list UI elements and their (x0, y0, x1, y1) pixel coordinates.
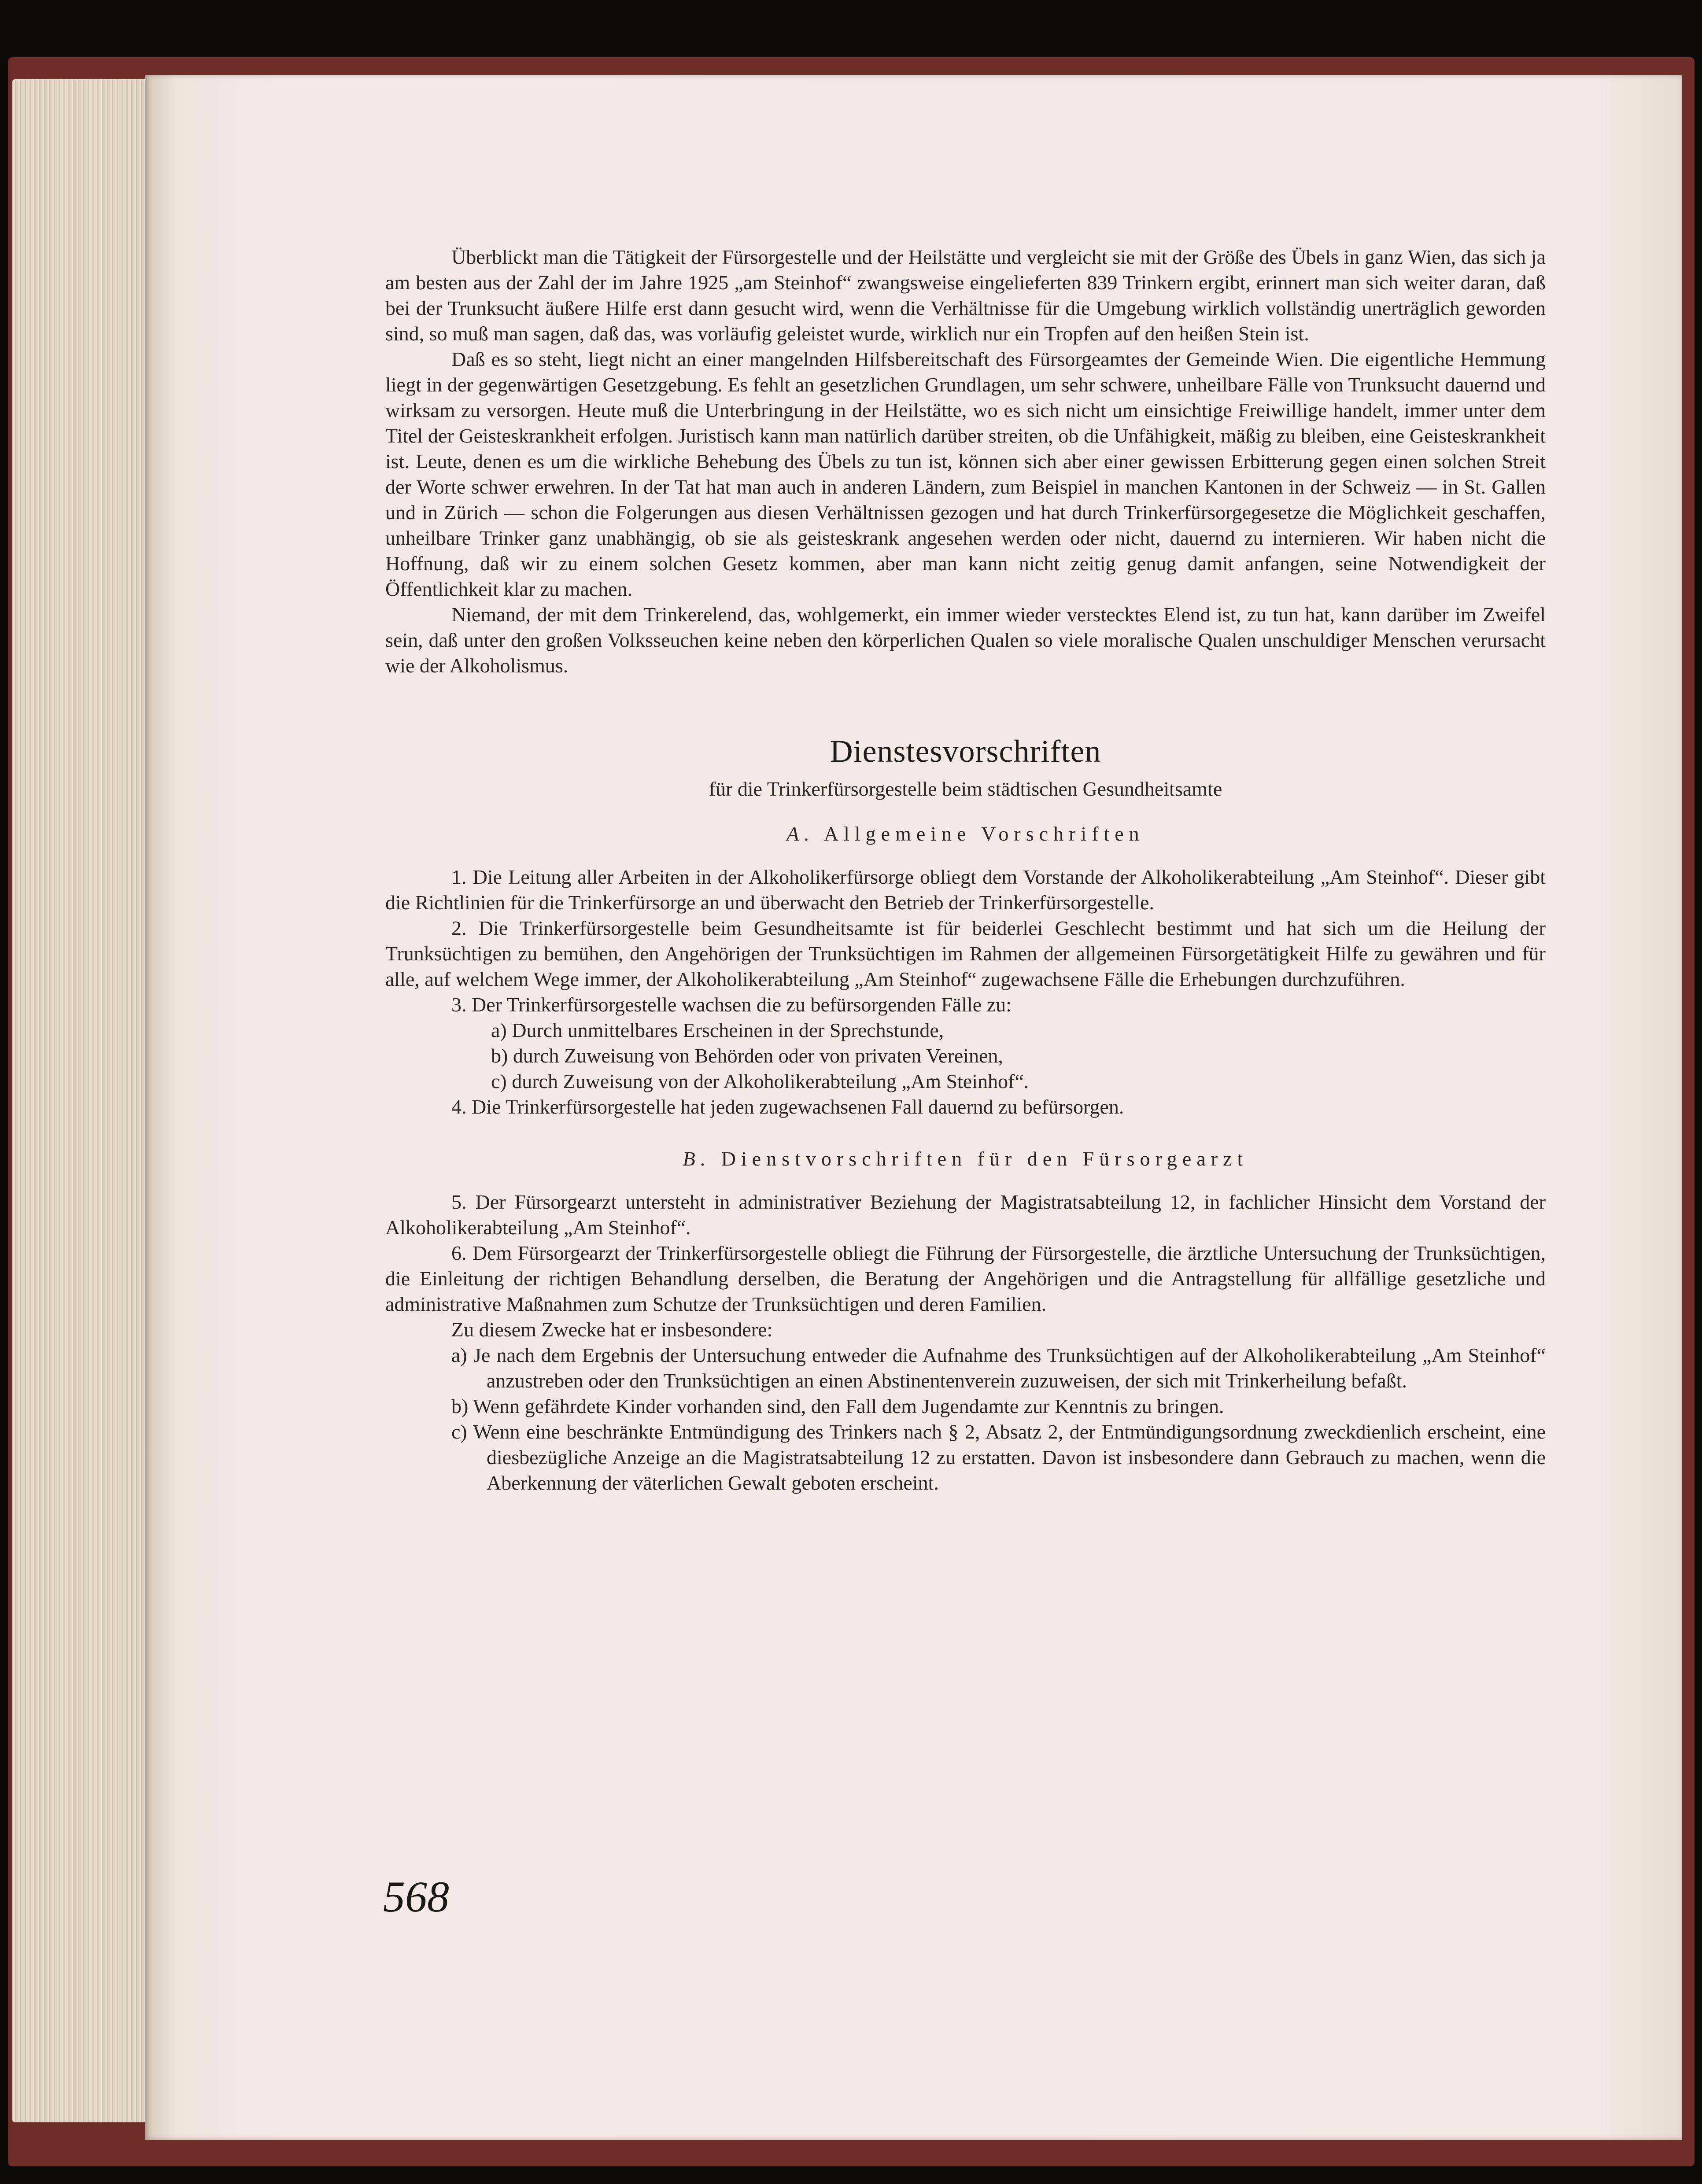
section-title: Dienstesvorschriften (830, 734, 1101, 769)
rule-3-sub-a: a) Durch unmittelbares Erscheinen in der Sprechstunde, (491, 1019, 944, 1041)
rule-6-sub-c: c) Wenn eine beschränkte Entmündigung des Trinkers nach § 2, Absatz 2, der Entmündigungsordnung zweckdienlich erscheint, eine diesbezügliche Anzeige an die Magistratsabteilung 12 zu erstatten. Davon ist insbesondere dann Gebrauch zu machen, wenn die Aberkennung der väterlichen Gewalt geboten erscheint. (451, 1420, 1546, 1494)
subsection-b-title: Dienstvorschriften für den Fürsorgearzt (721, 1147, 1248, 1170)
rule-6-intro: Zu diesem Zwecke hat er insbesondere: (451, 1318, 773, 1341)
rule-3-sub-b: b) durch Zuweisung von Behörden oder von privaten Vereinen, (491, 1044, 1003, 1067)
rule-3: 3. Der Trinkerfürsorgestelle wachsen die zu befürsorgenden Fälle zu: (451, 993, 1012, 1016)
rule-6: 6. Dem Fürsorgearzt der Trinkerfürsorgestelle obliegt die Führung der Fürsorgestelle, die ärztliche Untersuchung der Trunksüchtigen, die Einleitung der richtigen Behandlung derselben, die Beratung der Angehörigen und die Antragstellung für allfällige gesetzliche und administrative Maßnahmen zum Schutze der Trunksüchtigen und deren Familien. (385, 1242, 1546, 1315)
body-paragraph-2: Daß es so steht, liegt nicht an einer mangelnden Hilfsbereitschaft des Fürsorgeamtes der Gemeinde Wien. Die eigentliche Hemmung liegt in der gegenwärtigen Gesetzgebung. Es fehlt an gesetzlichen Grundlagen, um sehr schwere, unheilbare Fälle von Trunksucht dauernd und wirksam zu versorgen. Heute muß die Unterbringung in der Heilstätte, wo es sich nicht um einsichtige Freiwillige handelt, immer unter dem Titel der Geisteskrankheit erfolgen. Juristisch kann man natürlich darüber streiten, ob die Unfähigkeit, mäßig zu bleiben, eine Geisteskrankheit ist. Leute, denen es um die wirkliche Behebung des Übels zu tun ist, können sich aber einer gewissen Erbitterung gegen einen solchen Streit der Worte schwer erwehren. In der Tat hat man auch in anderen Ländern, zum Beispiel in manchen Kantonen in der Schweiz — in St. Gallen und in Zürich — schon die Folgerungen aus diesen Verhältnissen gezogen und hat durch Trinkerfürsorgegesetze die Möglichkeit geschaffen, unheilbare Trinker ganz unabhängig, ob sie als geisteskrank angesehen werden oder nicht, dauernd zu internieren. Wir haben nicht die Hoffnung, daß wir zu einem solchen Gesetz kommen, aber man kann nicht zeitig genug damit anfangen, seine Notwendigkeit der Öffentlichkeit klar zu machen. (385, 348, 1546, 600)
subsection-b-heading (385, 1146, 1546, 1172)
rule-5: 5. Der Fürsorgearzt untersteht in administrativer Beziehung der Magistratsabteilung 12, in fachlicher Hinsicht dem Vorstand der Alkoholikerabteilung „Am Steinhof“. (385, 1191, 1546, 1239)
rule-1: 1. Die Leitung aller Arbeiten in der Alkoholikerfürsorge obliegt dem Vorstande der Alkoholikerabteilung „Am Steinhof“. Dieser gibt die Richtlinien für die Trinkerfürsorge an und überwacht den Betrieb der Trinkerfürsorgestelle. (385, 866, 1546, 914)
subsection-a-letter: A. (786, 823, 815, 845)
page-text (385, 244, 1546, 1496)
body-paragraph-3: Niemand, der mit dem Trinkerelend, das, wohlgemerkt, ein immer wieder verstecktes Elend ist, zu tun hat, kann darüber im Zweifel sein, daß unter den großen Volksseuchen keine neben den körperlichen Qualen so viele moralische Qualen unschuldiger Menschen verursacht wie der Alkoholismus. (385, 603, 1546, 677)
page-number: 568 (383, 1872, 449, 1921)
section-subtitle: für die Trinkerfürsorgestelle beim städtischen Gesundheitsamte (709, 778, 1222, 800)
rule-6-sub-b: b) Wenn gefährdete Kinder vorhanden sind, den Fall dem Jugendamte zur Kenntnis zu bringen. (451, 1395, 1224, 1417)
page-edges (12, 79, 153, 2122)
rule-3-sub-c: c) durch Zuweisung von der Alkoholikerabteilung „Am Steinhof“. (491, 1070, 1029, 1092)
rule-2: 2. Die Trinkerfürsorgestelle beim Gesundheitsamte ist für beiderlei Geschlecht bestimmt und hat sich um die Heilung der Trunksüchtigen zu bemühen, den Angehörigen der Trunksüchtigen im Rahmen der allgemeinen Fürsorgetätigkeit Hilfe zu gewähren und für alle, auf welchem Wege immer, der Alkoholikerabteilung „Am Steinhof“ zugewachsene Fälle die Erhebungen durchzuführen. (385, 917, 1546, 990)
rule-6-sub-a: a) Je nach dem Ergebnis der Untersuchung entweder die Aufnahme des Trunksüchtigen auf der Alkoholikerabteilung „Am Steinhof“ anzustreben oder den Trunksüchtigen an einen Abstinentenverein zuzuweisen, der sich mit Trinkerheilung befaßt. (451, 1344, 1546, 1392)
subsection-b-letter: B. (683, 1147, 711, 1170)
subsection-a-heading (385, 821, 1546, 847)
body-paragraph-1: Überblickt man die Tätigkeit der Fürsorgestelle und der Heilstätte und vergleicht sie mit der Größe des Übels in ganz Wien, das sich ja am besten aus der Zahl der im Jahre 1925 „am Steinhof“ zwangsweise eingelieferten 839 Trinkern ergibt, erinnert man sich weiter daran, daß bei der Trunksucht äußere Hilfe erst dann gesucht wird, wenn die Verhältnisse für die Umgebung wirklich vollständig unerträglich geworden sind, so muß man sagen, daß das, was vorläufig geleistet wurde, wirklich nur ein Tropfen auf den heißen Stein ist. (385, 246, 1546, 345)
subsection-a-title: Allgemeine Vorschriften (823, 823, 1145, 845)
rule-4: 4. Die Trinkerfürsorgestelle hat jeden zugewachsenen Fall dauernd zu befürsorgen. (451, 1096, 1124, 1118)
